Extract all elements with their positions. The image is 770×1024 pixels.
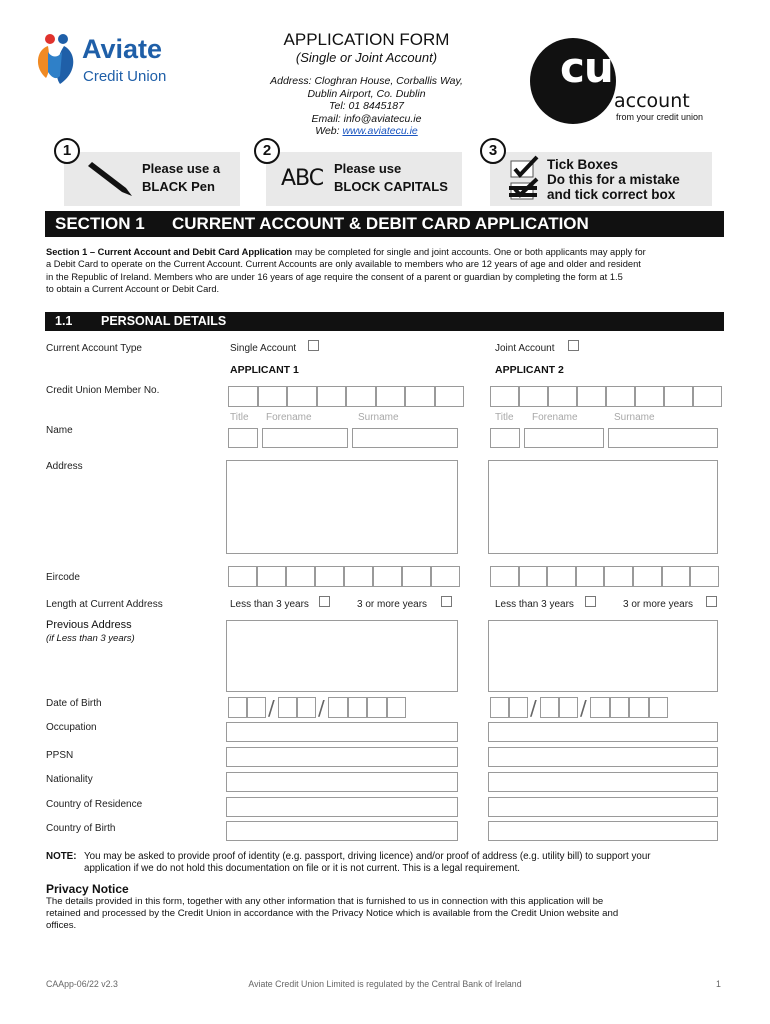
note-line1: You may be asked to provide proof of identity (e.g. passport, driving licence) and/or proof of address (e.g. utility bill) to support your bbox=[84, 851, 651, 862]
member-no-applicant1-cell[interactable] bbox=[258, 386, 288, 407]
address-input-applicant1[interactable] bbox=[226, 460, 458, 554]
eircode-applicant2-cell[interactable] bbox=[662, 566, 691, 587]
label-joint: Joint Account bbox=[495, 343, 555, 354]
form-title: APPLICATION FORM bbox=[283, 30, 450, 49]
label-less3-applicant2: Less than 3 years bbox=[495, 599, 574, 610]
label-length-address: Length at Current Address bbox=[46, 599, 163, 610]
member-no-applicant1-cell[interactable] bbox=[317, 386, 347, 407]
member-no-applicant2-cell[interactable] bbox=[519, 386, 548, 407]
surname-placeholder-1: Surname bbox=[358, 412, 399, 423]
section-intro-l3: in the Republic of Ireland. Members who are under 16 years of age require the consent of a parent or guardian by completing the form at 1.5 bbox=[46, 271, 623, 282]
member-no-applicant2-cell[interactable] bbox=[548, 386, 577, 407]
current-logo-tagline: from your credit union bbox=[616, 112, 704, 122]
eircode-applicant1-cell[interactable] bbox=[402, 566, 431, 587]
subsection-title: PERSONAL DETAILS bbox=[101, 314, 227, 328]
label-eircode: Eircode bbox=[46, 572, 80, 583]
occupation-input-applicant2[interactable] bbox=[488, 722, 718, 742]
date-separator: / bbox=[580, 696, 587, 720]
member-no-applicant2-cell[interactable] bbox=[664, 386, 693, 407]
label-single: Single Account bbox=[230, 343, 297, 354]
eircode-applicant1-cell[interactable] bbox=[431, 566, 460, 587]
label-ppsn: PPSN bbox=[46, 750, 74, 761]
title-placeholder-1: Title bbox=[230, 412, 249, 423]
privacy-text bbox=[46, 896, 618, 932]
member-no-applicant2-cell[interactable] bbox=[577, 386, 606, 407]
surname-input-applicant2[interactable] bbox=[608, 428, 718, 448]
eircode-applicant2-cell[interactable] bbox=[519, 566, 548, 587]
footer-page: 1 bbox=[716, 979, 721, 989]
instruction-2-line1: Please use bbox=[334, 161, 402, 176]
checkbox-less3-applicant1[interactable] bbox=[319, 596, 330, 607]
footer-regulated: Aviate Credit Union Limited is regulated by the Central Bank of Ireland bbox=[248, 979, 522, 989]
eircode-applicant1-cell[interactable] bbox=[286, 566, 315, 587]
eircode-applicant1-cell[interactable] bbox=[228, 566, 257, 587]
applicant2-heading: APPLICANT 2 bbox=[495, 364, 564, 376]
checkbox-more3-applicant2[interactable] bbox=[706, 596, 717, 607]
checkbox-less3-applicant2[interactable] bbox=[585, 596, 596, 607]
dob-applicant1-year-cell[interactable] bbox=[367, 697, 387, 718]
account-logo-word: account bbox=[614, 90, 690, 112]
section-intro bbox=[46, 246, 726, 296]
section-title: CURRENT ACCOUNT & DEBIT CARD APPLICATION bbox=[172, 214, 589, 233]
eircode-applicant2-cell[interactable] bbox=[633, 566, 662, 587]
label-prev-note: (if Less than 3 years) bbox=[46, 633, 135, 644]
web-link[interactable]: www.aviatecu.ie bbox=[342, 125, 418, 137]
dob-applicant1-day-cell[interactable] bbox=[247, 697, 266, 718]
contact-address2: Dublin Airport, Co. Dublin bbox=[307, 87, 426, 100]
instruction-3-line1: Tick Boxes bbox=[547, 157, 619, 172]
dob-applicant2-month-cell[interactable] bbox=[559, 697, 578, 718]
privacy-title: Privacy Notice bbox=[46, 882, 129, 896]
dob-applicant1-month-cell[interactable] bbox=[297, 697, 316, 718]
dob-applicant1-year-cell[interactable] bbox=[328, 697, 348, 718]
label-prev-address: Previous Address bbox=[46, 619, 132, 631]
label-nationality: Nationality bbox=[46, 774, 93, 785]
instruction-2-number: 2 bbox=[254, 138, 280, 164]
member-no-applicant1-cell[interactable] bbox=[346, 386, 376, 407]
label-member-no: Credit Union Member No. bbox=[46, 385, 160, 396]
eircode-applicant2-cell[interactable] bbox=[576, 566, 605, 587]
checkbox-more3-applicant1[interactable] bbox=[441, 596, 452, 607]
instruction-2-line2: BLOCK CAPITALS bbox=[334, 179, 448, 194]
birth-country-input-applicant1[interactable] bbox=[226, 821, 458, 841]
current-account-logo bbox=[530, 38, 730, 128]
eircode-applicant2-cell[interactable] bbox=[604, 566, 633, 587]
surname-input-applicant1[interactable] bbox=[352, 428, 458, 448]
dob-applicant1-month-cell[interactable] bbox=[278, 697, 297, 718]
dob-applicant2-year-cell[interactable] bbox=[590, 697, 610, 718]
label-more3-applicant2: 3 or more years bbox=[623, 599, 694, 610]
date-separator: / bbox=[268, 696, 275, 720]
member-no-applicant1-cell[interactable] bbox=[287, 386, 317, 407]
dob-applicant2-year-cell[interactable] bbox=[649, 697, 669, 718]
note-label: NOTE: bbox=[46, 851, 77, 862]
nationality-input-applicant1[interactable] bbox=[226, 772, 458, 792]
title-placeholder-2: Title bbox=[495, 412, 514, 423]
forename-placeholder-2: Forename bbox=[532, 412, 578, 423]
surname-placeholder-2: Surname bbox=[614, 412, 655, 423]
instruction-3-line2: Do this for a mistake bbox=[547, 172, 680, 187]
label-address: Address bbox=[46, 461, 83, 472]
section-intro-bold: Section 1 – Current Account and Debit Card Application bbox=[46, 247, 293, 257]
member-no-applicant1-cell[interactable] bbox=[228, 386, 258, 407]
contact-web-prefix: Web: bbox=[315, 125, 343, 137]
dob-applicant1-year-cell[interactable] bbox=[348, 697, 368, 718]
form-subtitle: (Single or Joint Account) bbox=[295, 50, 438, 65]
member-no-applicant2-cell[interactable] bbox=[635, 386, 664, 407]
privacy-line2: retained and processed by the Credit Union in accordance with the Privacy Notice which is available from the Credit Union website and bbox=[46, 908, 619, 919]
birth-country-input-applicant2[interactable] bbox=[488, 821, 718, 841]
pen-icon bbox=[88, 158, 138, 198]
member-no-applicant1-cell[interactable] bbox=[376, 386, 406, 407]
dob-applicant1-day-cell[interactable] bbox=[228, 697, 247, 718]
aviate-sub: Credit Union bbox=[83, 68, 167, 85]
eircode-applicant1-cell[interactable] bbox=[257, 566, 286, 587]
address-input-applicant2[interactable] bbox=[488, 460, 718, 554]
dob-applicant2-day-cell[interactable] bbox=[490, 697, 509, 718]
eircode-applicant1-cell[interactable] bbox=[344, 566, 373, 587]
contact-email: Email: info@aviatecu.ie bbox=[311, 112, 422, 125]
dob-applicant1-year-cell[interactable] bbox=[387, 697, 407, 718]
instruction-3-number: 3 bbox=[480, 138, 506, 164]
eircode-applicant1-cell[interactable] bbox=[315, 566, 344, 587]
contact-address: Address: Cloghran House, Corballis Way, bbox=[270, 75, 463, 87]
section-intro-l1: may be completed for single and joint accounts. One or both applicants may apply for bbox=[292, 247, 646, 257]
member-no-applicant2-cell[interactable] bbox=[490, 386, 519, 407]
instruction-1-line2: BLACK Pen bbox=[142, 179, 215, 194]
occupation-input-applicant1[interactable] bbox=[226, 722, 458, 742]
dob-applicant2-day-cell[interactable] bbox=[509, 697, 528, 718]
forename-input-applicant1[interactable] bbox=[262, 428, 348, 448]
prev-address-input-applicant1[interactable] bbox=[226, 620, 458, 692]
privacy-line1: The details provided in this form, together with any other information that is furnished to us in connection with this application will be bbox=[46, 896, 604, 907]
title-input-applicant1[interactable] bbox=[228, 428, 258, 448]
label-birth-country: Country of Birth bbox=[46, 823, 116, 834]
prev-address-input-applicant2[interactable] bbox=[488, 620, 718, 692]
label-occupation: Occupation bbox=[46, 722, 97, 733]
ppsn-input-applicant1[interactable] bbox=[226, 747, 458, 767]
instruction-1-number: 1 bbox=[54, 138, 80, 164]
label-account-type: Current Account Type bbox=[46, 343, 142, 354]
instruction-1-line1: Please use a bbox=[142, 161, 221, 176]
member-no-applicant2-cell[interactable] bbox=[606, 386, 635, 407]
title-input-applicant2[interactable] bbox=[490, 428, 520, 448]
ppsn-input-applicant2[interactable] bbox=[488, 747, 718, 767]
contact-tel: Tel: 01 8445187 bbox=[329, 100, 404, 112]
checkbox-joint[interactable] bbox=[568, 340, 579, 351]
label-less3-applicant1: Less than 3 years bbox=[230, 599, 309, 610]
checkbox-single[interactable] bbox=[308, 340, 319, 351]
section-intro-l4: to obtain a Current Account or Debit Card. bbox=[46, 284, 220, 295]
abc-glyph: ABC bbox=[281, 166, 324, 191]
member-no-applicant2-cell[interactable] bbox=[693, 386, 722, 407]
nationality-input-applicant2[interactable] bbox=[488, 772, 718, 792]
privacy-line3: offices. bbox=[46, 920, 77, 931]
note-line2: application if we do not hold this documentation on file or it is not current. This is a legal requirement. bbox=[84, 863, 521, 874]
section-intro-l2: a Debit Card to operate on the Current Account. Current Accounts are only available to members who are 12 years of age and older and resident bbox=[46, 259, 641, 270]
eircode-applicant2-cell[interactable] bbox=[547, 566, 576, 587]
date-separator: / bbox=[318, 696, 325, 720]
residence-input-applicant2[interactable] bbox=[488, 797, 718, 817]
label-more3-applicant1: 3 or more years bbox=[357, 599, 428, 610]
footer-code: CAApp-06/22 v2.3 bbox=[46, 979, 118, 989]
label-name: Name bbox=[46, 425, 73, 436]
member-no-applicant1-cell[interactable] bbox=[435, 386, 465, 407]
member-no-applicant1-cell[interactable] bbox=[405, 386, 435, 407]
label-residence: Country of Residence bbox=[46, 799, 143, 810]
instruction-3-line3: and tick correct box bbox=[547, 187, 676, 202]
eircode-applicant2-cell[interactable] bbox=[490, 566, 519, 587]
dob-applicant2-year-cell[interactable] bbox=[629, 697, 649, 718]
current-logo-word: current bbox=[560, 43, 728, 92]
dob-applicant2-year-cell[interactable] bbox=[610, 697, 630, 718]
aviate-brand: Aviate bbox=[82, 34, 163, 64]
applicant1-heading: APPLICANT 1 bbox=[230, 364, 299, 376]
section-number: SECTION 1 bbox=[55, 214, 145, 233]
label-dob: Date of Birth bbox=[46, 698, 102, 709]
subsection-number: 1.1 bbox=[55, 314, 73, 328]
tick-boxes-icon bbox=[509, 155, 541, 203]
forename-input-applicant2[interactable] bbox=[524, 428, 604, 448]
forename-placeholder-1: Forename bbox=[266, 412, 312, 423]
residence-input-applicant1[interactable] bbox=[226, 797, 458, 817]
eircode-applicant2-cell[interactable] bbox=[690, 566, 719, 587]
dob-applicant2-month-cell[interactable] bbox=[540, 697, 559, 718]
date-separator: / bbox=[530, 696, 537, 720]
eircode-applicant1-cell[interactable] bbox=[373, 566, 402, 587]
section-intro-line1 bbox=[46, 246, 726, 258]
